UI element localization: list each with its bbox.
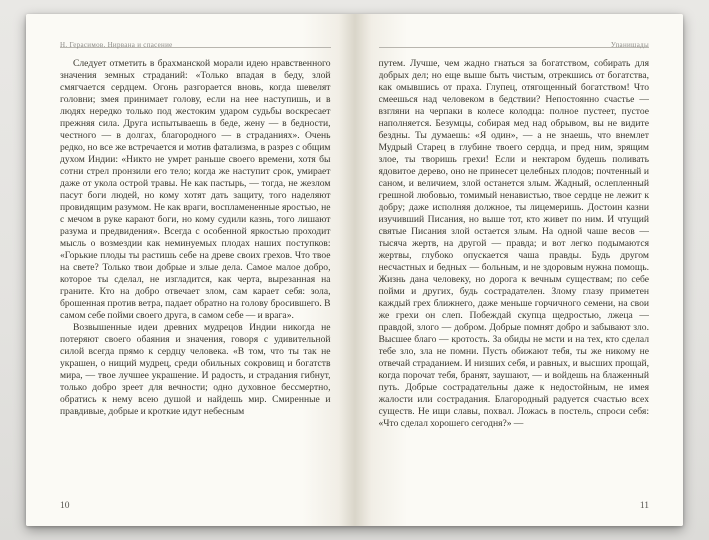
left-page <box>26 14 355 526</box>
left-running-head-row <box>60 34 331 49</box>
paragraph: Следует отметить в брахманской морали идею нравственного значения земных страданий: «Только впадая в беду, злой смягчается сердцем. Огонь разгорается вновь, когда шевелят головни; змея принимает голову, если на нее наступишь, и в людях нередко только под жестоким ударом судьбы воскресает прежняя сила. Друга испытываешь в беде, жену — в бедности, честного — в долгах, благородного — в страданиях». Очень редко, но все же встречается и мотив фатализма, в разрез с общим духом Индии: «Никто не умрет раньше своего времени, хотя бы сотни стрел пронзили его тело; когда же наступит срок, умирает даже от укола острой травы. Не как пастырь, — тогда, не жезлом пасут боги людей, но кому хотят дать защиту, того наделяют провидящим разумом. Не как враги, воспламененные яростью, не с мечом в руке карают боги, но кому судили казнь, того лишают разума и предвидения». Всегда с особенной яркостью проходит мысль о возмездии как неминуемых плодах наших поступков: «Горькие плоды ты растишь себе на древе своих грехов. Что твое на свете? Только твои добрые и злые дела. Самое малое добро, которое ты сделал, не изгладится, как черта, вырезанная на граните. Кто на добро отвечает злом, сам карает себя: зола, брошенная против ветра, падает обратно на голову бросившего. В самом себе пойми своего друга, в самом себе — и врага». <box>60 58 331 321</box>
running-head-right: Упанишады <box>610 41 649 49</box>
paragraph: путем. Лучше, чем жадно гнаться за богатством, собирать для добрых дел; но еще выше быть чистым, отрекшись от богатства, как омывшись от праха. Глупец, отягощенный богатством! Что смеешься над человеком в бедствии? Непостоянно счастье — взгляни на черпаки в колесе колодца: полное пустеет, пустое наполняется. Безумцы, собирая мед над обрывом, вы не видите бездны. Ты думаешь: «Я один», — а не знаешь, что внемлет Мудрый Старец в глубине твоего сердца, и пред ним, зрящим злое, ты творишь грехи! Если и нектаром будешь поливать ядовитое дерево, оно не принесет целебных плодов; почтенный и саном, и величием, злой останется злым. Жадный, ослепленный грешной любовью, томимый ненавистью, твое сердце не лежит к добру; даже исполняя должное, ты лицемеришь. Достоин казни изучивший Писания, но выше тот, кто живет по ним. И чтущий святые Писания злой остается злым. На одной чаше весов — тысяча жертв, на другой — правда; и вот легко подымаются жертвы, глубоко опускается чаша правды. Будь другом несчастных и бедных — больным, и не здоровым нужна помощь. Жизнь дана человеку, но дорога к вечным существам; по себе пойми и других, будь сострадателен. Злому глазу приметен каждый грех ближнего, даже меньше горчичного семени, на свои же грехи он слеп. Побеждай скупца щедростью, лжеца — правдой, злого — добром. Добрые помнят добро и забывают зло. Высшее благо — кротость. За обиды не мсти и на тех, кто сделал тебе зло, зла не помни. Пусть обижают тебя, ты же никому не отвечай страданием. И низших себя, и равных, и высших прощай, когда порочат тебя, бранят, заушают, — и войдешь на блаженный путь. Добрые сострадательны даже к недостойным, не имея жалости или сострадания. Благородный радуется счастью всех существ. Не ищи славы, похвал. Ложась в постель, спроси себя: «Что сделал хорошего сегодня?» — <box>378 58 649 429</box>
right-page <box>355 14 684 526</box>
page-number-left: 10 <box>60 501 70 511</box>
header-rule-right <box>379 47 650 48</box>
paragraph: Возвышенные идеи древних мудрецов Индии никогда не потеряют своего обаяния и значения, говоря с удивительной силой всегда прямо к сердцу человека. «В том, что ты так не украшен, о нищий мудрец, среди обильных сокровищ и богатств мира, — твое лучшее украшение. И радость, и страдания гибнут, только добро зреет для вечности; одно духовное бессмертно, обратись к нему всею душой и найдешь мир. Смиренные и правдивые, добрые и кроткие идут небесным <box>60 322 331 417</box>
right-page-content <box>379 34 650 488</box>
left-page-content <box>60 34 331 488</box>
running-head-left: Н. Герасимов. Нирвана и спасение <box>60 41 173 49</box>
right-page-text <box>379 58 650 430</box>
page-number-right: 11 <box>639 501 649 511</box>
right-running-head-row <box>379 34 650 49</box>
book-spread <box>26 14 683 526</box>
left-page-text <box>60 58 331 418</box>
